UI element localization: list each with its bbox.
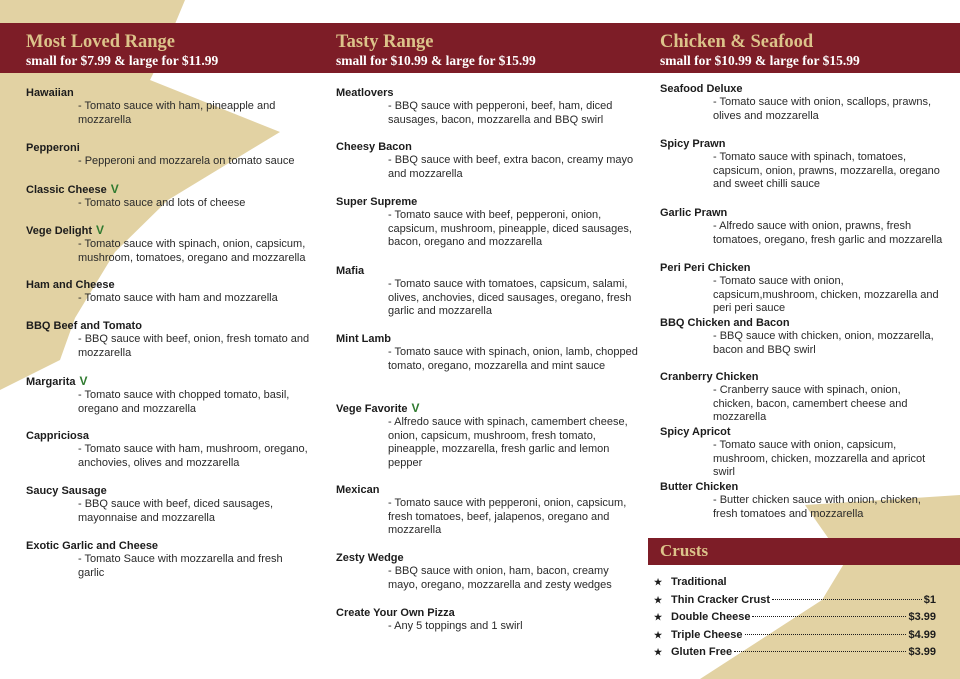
- menu-item-name: [660, 206, 943, 220]
- menu-item: [336, 86, 640, 127]
- crust-name: Thin Cracker Crust: [671, 593, 771, 606]
- menu-item-description: - Tomato sauce with ham and mozzarella: [78, 292, 278, 304]
- vegetarian-mark: V: [79, 374, 88, 388]
- menu-item-description: - Tomato sauce with ham, mushroom, oregano, anchovies, olives and mozzarella: [78, 443, 308, 469]
- vegetarian-mark: V: [110, 182, 119, 196]
- menu-item: [26, 278, 310, 306]
- star-bullet-icon: ★: [654, 594, 663, 605]
- menu-item-name: [660, 316, 943, 330]
- column-header-chicken-seafood: [660, 31, 860, 69]
- menu-item: [336, 606, 640, 634]
- menu-item-name: [26, 374, 310, 389]
- menu-item-name-text: Meatlovers: [336, 87, 394, 99]
- star-bullet-icon: ★: [654, 612, 663, 622]
- menu-item-name: [26, 539, 310, 553]
- menu-item: [660, 425, 943, 480]
- menu-item: [26, 539, 310, 580]
- menu-item-description: - BBQ sauce with chicken, onion, mozzarella, bacon and BBQ swirl: [713, 330, 934, 356]
- column-header-tasty: [336, 31, 536, 69]
- crust-name: Double Cheese: [671, 611, 751, 623]
- crusts-list: [654, 576, 936, 664]
- crust-row: [654, 611, 936, 629]
- menu-item-description: - Any 5 toppings and 1 swirl: [388, 620, 523, 632]
- menu-item-name: [660, 425, 943, 439]
- menu-item: [336, 195, 640, 250]
- menu-item-name-text: BBQ Beef and Tomato: [26, 320, 142, 332]
- menu-item: [26, 141, 310, 169]
- column-header-most-loved: [26, 31, 218, 69]
- menu-item-name-text: Margarita: [26, 376, 76, 388]
- menu-item-name-text: Mint Lamb: [336, 333, 391, 345]
- menu-item-name: [336, 551, 640, 565]
- menu-item: [26, 182, 310, 211]
- crust-row: [654, 576, 936, 594]
- menu-item-description: - BBQ sauce with beef, diced sausages, mayonnaise and mozzarella: [78, 498, 274, 524]
- menu-item-name: [26, 319, 310, 333]
- crust-price: $3.99: [908, 646, 936, 658]
- menu-item-name: [336, 86, 640, 100]
- menu-item-name: [336, 140, 640, 154]
- menu-item: [26, 429, 310, 470]
- menu-item-description: - Tomato Sauce with mozzarella and fresh garlic: [78, 553, 283, 579]
- menu-item: [26, 374, 310, 416]
- menu-item-description: - Tomato sauce with spinach, onion, lamb, chopped tomato, oregano, mozzarella and mint sauce: [388, 346, 638, 372]
- menu-item-name: [26, 182, 310, 197]
- crust-name: Triple Cheese: [671, 628, 743, 641]
- menu-item-description: - Tomato sauce with beef, pepperoni, onion, capsicum, mushroom, pineapple, diced sausages, bacon, oregano and mozzarella: [388, 209, 632, 249]
- menu-item-name-text: Super Supreme: [336, 196, 418, 208]
- menu-item-description: - Tomato sauce with chopped tomato, basil, oregano and mozzarella: [78, 389, 290, 415]
- menu-item-description: - Tomato sauce with onion, scallops, prawns, olives and mozzarella: [713, 96, 932, 122]
- menu-item-name-text: Vege Favorite: [336, 403, 408, 415]
- menu-item: [660, 316, 943, 357]
- menu-item: [336, 264, 640, 319]
- menu-item-name: [660, 370, 943, 384]
- menu-item-description: - Tomato sauce and lots of cheese: [78, 197, 246, 209]
- menu-item: [660, 370, 943, 425]
- menu-item: [26, 319, 310, 360]
- star-bullet-icon: ★: [654, 629, 663, 640]
- menu-item: [660, 137, 943, 192]
- menu-item-name: [26, 278, 310, 292]
- menu-item-name-text: Peri Peri Chicken: [660, 262, 751, 274]
- menu-item-name-text: Vege Delight: [26, 225, 93, 237]
- crust-name: Gluten Free: [671, 646, 733, 658]
- menu-item-description: - BBQ sauce with beef, onion, fresh tomato and mozzarella: [78, 333, 310, 359]
- menu-item: [336, 551, 640, 592]
- menu-item: [336, 332, 640, 373]
- vegetarian-mark: V: [411, 401, 420, 415]
- menu-item-name-text: Classic Cheese: [26, 184, 107, 196]
- menu-item-name-text: Create Your Own Pizza: [336, 607, 455, 619]
- column-price-subtitle: small for $7.99 & large for $11.99: [26, 53, 219, 68]
- menu-item-name: [26, 141, 310, 155]
- menu-item-description: - Alfredo sauce with spinach, camembert cheese, onion, capsicum, mushroom, fresh tomato, pineapple, mozzarella, fresh garlic and lemon pepper: [388, 416, 628, 469]
- menu-item-description: - BBQ sauce with onion, ham, bacon, creamy mayo, oregano, mozzarella and zesty wedges: [388, 565, 612, 591]
- dot-leader: [734, 651, 906, 652]
- menu-item-name: [336, 264, 640, 278]
- menu-item-name: [660, 480, 943, 494]
- menu-item-description: - BBQ sauce with beef, extra bacon, creamy mayo and mozzarella: [388, 154, 634, 180]
- star-bullet-icon: ★: [654, 577, 663, 587]
- menu-item-description: - Pepperoni and mozzarela on tomato sauce: [78, 155, 295, 167]
- menu-item-name-text: Zesty Wedge: [336, 552, 404, 564]
- menu-item-description: - Cranberry sauce with spinach, onion, chicken, bacon, camembert cheese and mozzarella: [713, 384, 908, 424]
- menu-item: [26, 484, 310, 525]
- menu-item-name: [336, 483, 640, 497]
- menu-item-name-text: Cranberry Chicken: [660, 371, 759, 383]
- menu-item-description: - Tomato sauce with onion, capsicum,mushroom, chicken, mozzarella and peri peri sauce: [713, 275, 939, 315]
- menu-item-description: - Tomato sauce with onion, capsicum, mushroom, chicken, mozzarella and apricot swirl: [713, 439, 926, 479]
- menu-item: [336, 401, 640, 470]
- vegetarian-mark: V: [96, 223, 105, 237]
- menu-item: [336, 483, 640, 538]
- menu-item-name: [26, 86, 310, 100]
- menu-item-name-text: Butter Chicken: [660, 481, 739, 493]
- menu-item-description: - Alfredo sauce with onion, prawns, fresh tomatoes, oregano, fresh garlic and mozzarella: [713, 220, 943, 246]
- menu-item-name: [336, 195, 640, 209]
- menu-item-name: [336, 606, 640, 620]
- menu-item-name-text: Seafood Deluxe: [660, 83, 743, 95]
- menu-item-description: - Tomato sauce with pepperoni, onion, capsicum, fresh tomatoes, beef, jalapenos, oregano and mozzarella: [388, 497, 627, 537]
- menu-item-name-text: Hawaiian: [26, 87, 74, 99]
- crust-row: [654, 629, 936, 647]
- crust-price: $3.99: [908, 611, 936, 623]
- star-bullet-icon: ★: [654, 647, 663, 657]
- menu-item-name: [660, 137, 943, 151]
- menu-item-name: [26, 484, 310, 498]
- menu-item-name-text: Pepperoni: [26, 142, 80, 154]
- menu-item-name-text: Exotic Garlic and Cheese: [26, 540, 159, 552]
- menu-item-name: [26, 223, 310, 238]
- menu-item-name: [660, 82, 943, 96]
- menu-item: [336, 140, 640, 181]
- menu-item-description: - Butter chicken sauce with onion, chicken, fresh tomatoes and mozzarella: [713, 494, 921, 520]
- column-price-subtitle: small for $10.99 & large for $15.99: [660, 53, 860, 68]
- dot-leader: [745, 634, 907, 635]
- menu-item-description: - BBQ sauce with pepperoni, beef, ham, diced sausages, bacon, mozzarella and BBQ swirl: [388, 100, 613, 126]
- menu-item-name: [336, 401, 640, 416]
- crust-row: [654, 594, 936, 612]
- menu-item-name-text: Spicy Apricot: [660, 426, 731, 438]
- dot-leader: [752, 616, 906, 617]
- column-title: Tasty Range: [336, 32, 434, 52]
- menu-item-description: - Tomato sauce with ham, pineapple and mozzarella: [78, 100, 276, 126]
- menu-item-name-text: Mexican: [336, 484, 380, 496]
- menu-item: [660, 261, 943, 316]
- dot-leader: [772, 599, 922, 600]
- menu-item-name-text: Cheesy Bacon: [336, 141, 412, 153]
- column-price-subtitle: small for $10.99 & large for $15.99: [336, 53, 536, 68]
- menu-item-description: - Tomato sauce with spinach, tomatoes, capsicum, onion, prawns, mozzarella, oregano and sweet chilli sauce: [713, 151, 940, 191]
- column-title: Chicken & Seafood: [660, 32, 814, 52]
- menu-item: [26, 223, 310, 265]
- menu-item-name-text: Mafia: [336, 265, 365, 277]
- crust-price: $1: [923, 593, 936, 606]
- menu-item-name-text: Cappriciosa: [26, 430, 89, 442]
- menu-item-name: [26, 429, 310, 443]
- menu-item: [660, 206, 943, 247]
- menu-item-name: [336, 332, 640, 346]
- menu-item-name: [660, 261, 943, 275]
- menu-item-name-text: Garlic Prawn: [660, 207, 728, 219]
- menu-item-name-text: Spicy Prawn: [660, 138, 726, 150]
- menu-item-name-text: Ham and Cheese: [26, 279, 115, 291]
- menu-item-name-text: BBQ Chicken and Bacon: [660, 317, 790, 329]
- menu-item: [660, 480, 943, 521]
- column-title: Most Loved Range: [26, 32, 176, 52]
- crust-price: $4.99: [908, 628, 936, 641]
- crust-name: Traditional: [671, 576, 727, 588]
- menu-item: [660, 82, 943, 123]
- crust-row: [654, 646, 936, 664]
- menu-item: [26, 86, 310, 127]
- crusts-title: Crusts: [660, 541, 709, 560]
- menu-item-description: - Tomato sauce with spinach, onion, capsicum, mushroom, tomatoes, oregano and mozzarella: [78, 238, 306, 264]
- menu-item-name-text: Saucy Sausage: [26, 485, 107, 497]
- menu-item-description: - Tomato sauce with tomatoes, capsicum, salami, olives, anchovies, diced sausages, oregano, fresh garlic and mozzarella: [388, 278, 632, 318]
